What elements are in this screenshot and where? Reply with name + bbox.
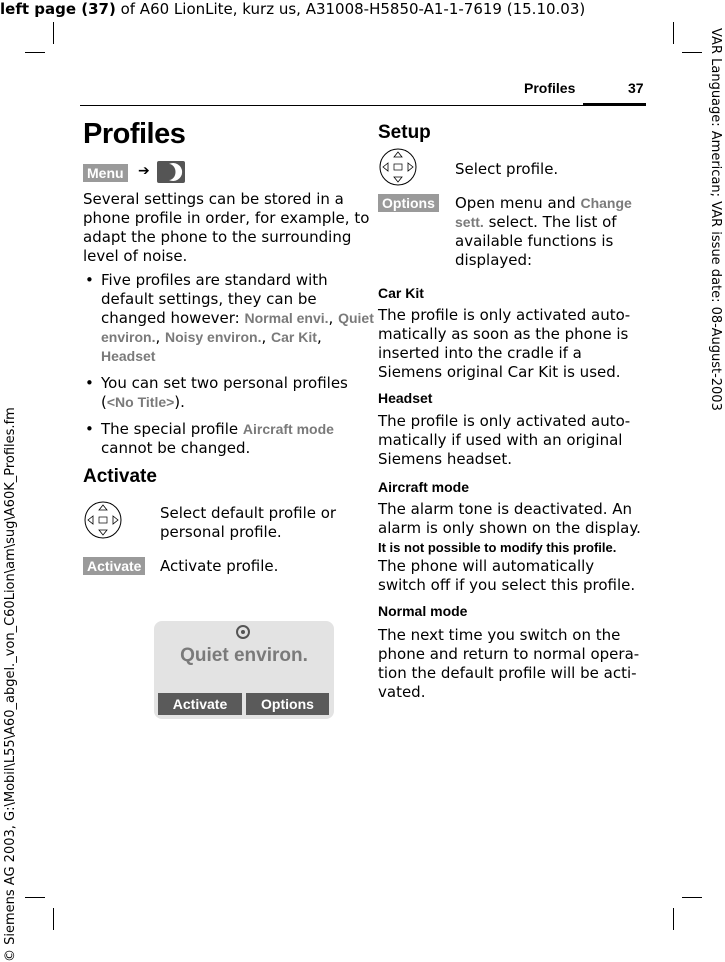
display-profile-title: Quiet environ. bbox=[180, 645, 308, 666]
select-profile-text: Select profile. bbox=[455, 160, 559, 178]
activate-heading: Activate bbox=[83, 466, 157, 487]
arrow-icon: ➔ bbox=[138, 163, 150, 179]
list-item: • You can set two personal profiles (<No Title>). bbox=[83, 374, 375, 412]
setup-heading: Setup bbox=[378, 122, 431, 143]
profile-icon bbox=[236, 625, 250, 639]
select-profile-text: Select default profile or personal profile. bbox=[160, 504, 337, 541]
aircraft-mode-label: Aircraft mode bbox=[242, 421, 334, 437]
crop-mark bbox=[53, 908, 54, 930]
profile-bullets bbox=[83, 271, 375, 466]
normal-mode-heading: Normal mode bbox=[378, 603, 468, 619]
navigation-key-icon bbox=[378, 147, 418, 187]
side-copyright-path: © Siemens AG 2003, G:\Mobil\L55\A60_abgel._von_C60Lion\am\sug\A60K_Profiles.fm bbox=[3, 407, 18, 962]
change-settings-label: Change sett. bbox=[455, 195, 632, 230]
page-number: 37 bbox=[628, 80, 644, 96]
headset-heading: Headset bbox=[378, 390, 433, 406]
running-title: Profiles bbox=[524, 80, 576, 96]
crop-mark bbox=[25, 52, 45, 53]
crop-mark bbox=[673, 22, 674, 44]
crop-mark bbox=[673, 908, 674, 930]
page-number-rule bbox=[583, 103, 646, 106]
car-kit-text: The profile is only activated automatically as soon as the phone is inserted into the cradle if a Siemens original Car Kit is used. bbox=[378, 306, 631, 381]
aircraft-mode-text: The alarm tone is deactivated. An alarm is only shown on the display. It is not possible to modify this profile. The phone will automatically switch off if you select this profile. bbox=[378, 500, 641, 594]
list-item: • The special profile Aircraft mode cannot be changed. bbox=[83, 420, 375, 458]
no-title-label: <No Title> bbox=[106, 394, 175, 410]
headset-text: The profile is only activated automatically if used with an original Siemens headset. bbox=[378, 412, 631, 468]
profile-noisy: Noisy environ. bbox=[165, 329, 262, 345]
crop-mark bbox=[53, 22, 54, 44]
crop-mark bbox=[682, 897, 702, 898]
menu-softkey: Menu bbox=[83, 164, 128, 182]
crop-mark bbox=[25, 897, 45, 898]
intro-paragraph: Several settings can be stored in a phone profile in order, for example, to adapt the phone to the surrounding level of noise. bbox=[83, 190, 370, 265]
aircraft-mode-heading: Aircraft mode bbox=[378, 479, 470, 495]
moon-icon bbox=[157, 161, 185, 183]
phone-display bbox=[154, 621, 334, 719]
header-page-label: left page (37) bbox=[0, 0, 116, 18]
list-item: • Five profiles are standard with default settings, they can be changed however: Normal envi., Quiet environ., Noisy environ., Car Kit, Headset bbox=[83, 271, 375, 366]
profile-quiet: Quiet environ. bbox=[101, 310, 374, 345]
profile-car-kit: Car Kit bbox=[271, 329, 317, 345]
options-description: Open menu and Change sett. select. The list of available functions is displayed: bbox=[455, 194, 632, 269]
side-language-info: VAR Language: American; VAR issue date: 08-August-2003 bbox=[708, 28, 723, 411]
activate-softkey: Activate bbox=[83, 557, 145, 575]
normal-mode-text: The next time you switch on the phone and return to normal operation the default profile will be activated. bbox=[378, 626, 640, 701]
navigation-key-icon bbox=[83, 500, 123, 540]
header-doc-info: of A60 LionLite, kurz us, A31008-H5850-A1-1-7619 (15.10.03) bbox=[115, 0, 586, 18]
profile-normal: Normal envi. bbox=[244, 310, 329, 326]
header-rule bbox=[80, 105, 646, 106]
options-softkey: Options bbox=[378, 194, 439, 212]
aircraft-warning: It is not possible to modify this profile. bbox=[378, 540, 617, 555]
display-activate-button[interactable]: Activate bbox=[158, 693, 242, 715]
activate-profile-text: Activate profile. bbox=[160, 557, 279, 575]
display-options-button[interactable]: Options bbox=[246, 693, 329, 715]
page-title: Profiles bbox=[83, 118, 186, 150]
crop-mark bbox=[682, 52, 702, 53]
car-kit-heading: Car Kit bbox=[378, 285, 424, 301]
document-header bbox=[0, 0, 585, 18]
profile-headset: Headset bbox=[101, 348, 156, 364]
